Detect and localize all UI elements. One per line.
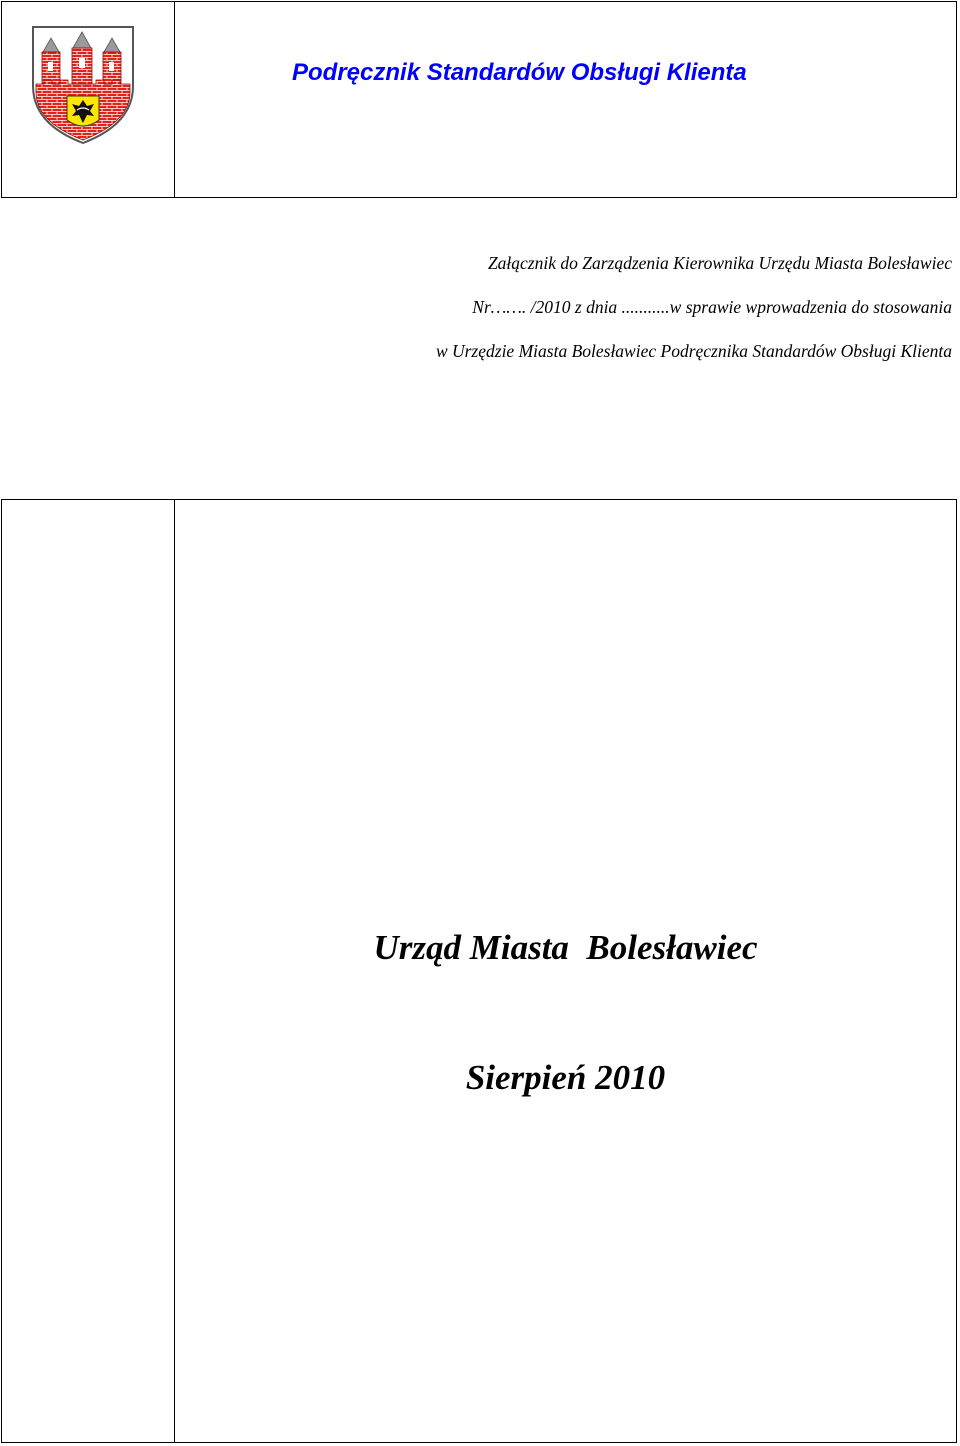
coat-of-arms-icon (30, 24, 136, 146)
document-header-title: Podręcznik Standardów Obsługi Klienta (292, 59, 747, 86)
publication-date: Sierpień 2010 (465, 1058, 666, 1097)
office-name: Urząd Miasta Bolesławiec (373, 928, 758, 967)
header-box (1, 1, 957, 198)
header-divider (174, 2, 175, 197)
cover-box (1, 499, 957, 1443)
annex-line-3: w Urzędzie Miasta Bolesławiec Podręcznika Standardów Obsługi Klienta (435, 341, 952, 361)
annex-line-2: Nr……. /2010 z dnia ...........w sprawie wprowadzenia do stosowania (472, 297, 952, 317)
cover-divider (174, 500, 175, 1442)
annex-line-1: Załącznik do Zarządzenia Kierownika Urzędu Miasta Bolesławiec (487, 253, 952, 273)
